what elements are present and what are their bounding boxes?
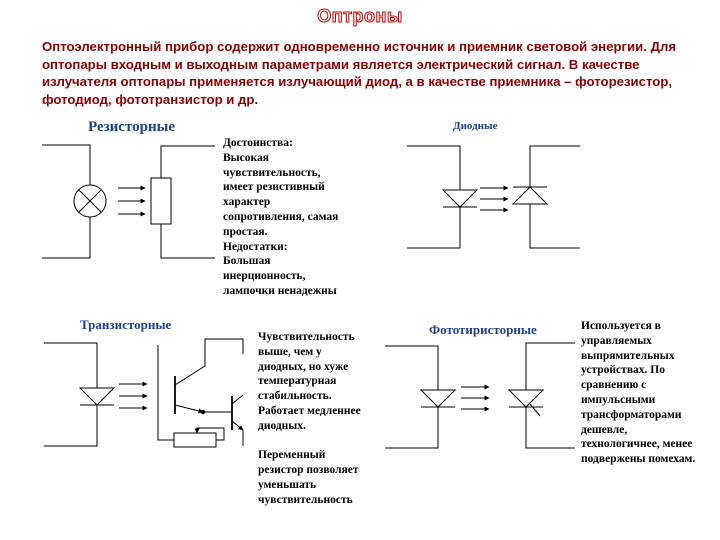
thyristor-heading: Фототиристорные [429, 322, 537, 337]
led-icon [421, 390, 455, 407]
photoresistor-icon [151, 178, 171, 224]
wire [407, 146, 460, 190]
wire [530, 146, 580, 187]
wire [526, 407, 575, 448]
photodiode-icon [513, 187, 547, 204]
slide-title: Оптроны [317, 6, 403, 26]
resistive-heading: Резисторные [88, 119, 175, 135]
wire [407, 207, 460, 248]
thyristor-note: Используется в управляемых выпрямительных устройствах. По сравнению с импульсными трансформаторами дешевле, технологичнее, менее подвержены помехам. [581, 320, 696, 466]
intro-paragraph: Оптоэлектронный прибор содержит одновременно источник и приемник световой энергии. Для оптопары входным и выходным параметрами является электрический сигнал. В качестве излучателя оптопары применяется излучающий диод, а в качестве приемника – фоторезистор, фотодиод, фототранзистор и др. [42, 39, 677, 107]
thyristor-optocoupler [385, 343, 575, 448]
led-icon [443, 190, 477, 207]
resistive-note: Достоинства: Высокая чувствительность, имеет резистивный характер сопротивления, самая простая. Недостатки: Большая инерционность, лампочки ненадежны [223, 137, 339, 297]
transistor-note: Чувствительность выше, чем у диодных, но хуже температурная стабильность. Работает медленнее диодных. Переменный резистор позволяет уменьшать чувствительность [258, 331, 361, 506]
led-icon [80, 388, 114, 405]
wire [158, 345, 174, 440]
transistor-optocoupler [44, 339, 243, 447]
wire [175, 339, 243, 385]
photothyristor-icon [509, 390, 543, 407]
wire [526, 343, 575, 390]
wire [385, 407, 438, 448]
transistor-heading: Транзисторные [80, 317, 172, 332]
wire [44, 343, 97, 388]
wire [44, 405, 97, 446]
wire [161, 224, 215, 258]
diode-heading: Диодные [453, 120, 498, 132]
wire [385, 346, 438, 390]
wire [161, 146, 215, 178]
wire [530, 204, 580, 248]
wire [42, 217, 90, 258]
resistive-optocoupler [42, 145, 215, 258]
diode-optocoupler [407, 146, 580, 248]
variable-resistor-icon [174, 433, 216, 447]
wire [42, 145, 90, 185]
